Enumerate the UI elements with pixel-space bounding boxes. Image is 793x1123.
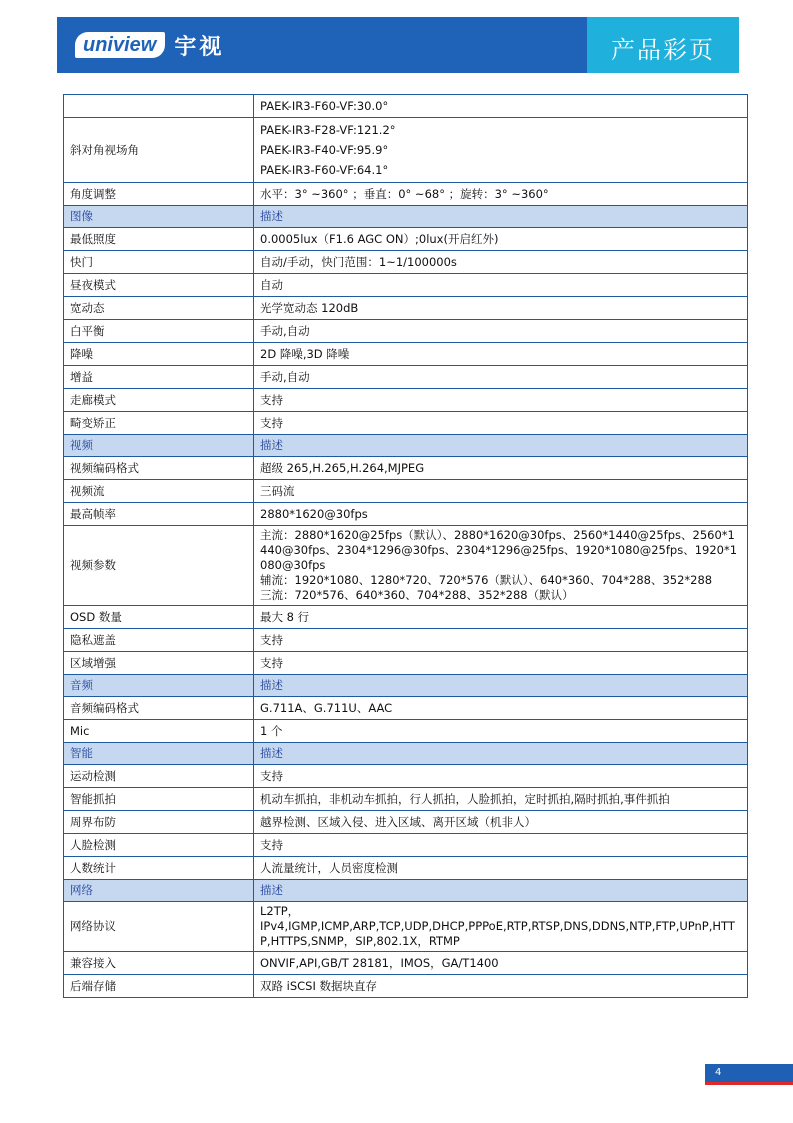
table-row [64, 118, 748, 183]
table-row [64, 952, 748, 975]
spec-label: 宽动态 [64, 297, 254, 320]
table-row [64, 343, 748, 366]
header-title-box [587, 17, 739, 73]
table-row [64, 251, 748, 274]
section-description-header: 描述 [254, 880, 748, 902]
table-row [64, 788, 748, 811]
spec-value [254, 526, 748, 606]
spec-value [254, 697, 748, 720]
spec-value [254, 95, 748, 118]
page-number-underline [705, 1082, 793, 1085]
spec-value-line: PAEK-IR3-F60-VF:30.0° [260, 98, 389, 113]
spec-value [254, 457, 748, 480]
spec-label: 最低照度 [64, 228, 254, 251]
table-row [64, 95, 748, 118]
section-header-row [64, 675, 748, 697]
table-row [64, 902, 748, 952]
table-row [64, 274, 748, 297]
spec-label: 畸变矫正 [64, 412, 254, 435]
table-row [64, 320, 748, 343]
spec-value-line: 最大 8 行 [260, 609, 310, 624]
section-title: 图像 [64, 206, 254, 228]
table-row [64, 526, 748, 606]
spec-value-line: 自动 [260, 277, 283, 292]
brand-logo [75, 30, 224, 60]
spec-label: 运动检测 [64, 765, 254, 788]
table-row [64, 629, 748, 652]
spec-value-line: 支持 [260, 768, 283, 783]
table-row [64, 480, 748, 503]
table-row [64, 366, 748, 389]
table-row [64, 834, 748, 857]
spec-value [254, 297, 748, 320]
table-row [64, 697, 748, 720]
spec-label: 周界布防 [64, 811, 254, 834]
section-title: 音频 [64, 675, 254, 697]
spec-value-line: 人流量统计，人员密度检测 [260, 860, 398, 875]
spec-value-line: G.711A、G.711U、AAC [260, 700, 393, 715]
spec-value-line: 三码流 [260, 483, 295, 498]
spec-value-line: 越界检测、区域入侵、进入区域、离开区域（机非人） [260, 814, 536, 829]
table-row [64, 811, 748, 834]
spec-value [254, 389, 748, 412]
spec-value-line: PAEK-IR3-F40-VF:95.9° [260, 143, 389, 157]
page-header [57, 17, 739, 73]
spec-value-line: 2D 降噪,3D 降噪 [260, 346, 350, 361]
spec-value-line: 0.0005lux（F1.6 AGC ON）;0lux(开启红外) [260, 231, 499, 246]
spec-value-line: 支持 [260, 632, 283, 647]
table-row [64, 457, 748, 480]
header-title: 产品彩页 [611, 36, 715, 64]
spec-label: 区域增强 [64, 652, 254, 675]
spec-label: 后端存储 [64, 975, 254, 998]
table-row [64, 652, 748, 675]
spec-value [254, 366, 748, 389]
spec-label: 视频流 [64, 480, 254, 503]
spec-value-line: 自动/手动，快门范围：1~1/100000s [260, 254, 457, 269]
spec-value [254, 412, 748, 435]
brand-chinese-name: 宇视 [174, 34, 225, 60]
spec-value-line: PAEK-IR3-F28-VF:121.2° [260, 123, 396, 137]
spec-label: Mic [64, 720, 254, 743]
section-description-header: 描述 [254, 743, 748, 765]
spec-value [254, 343, 748, 366]
spec-value-line: 支持 [260, 837, 283, 852]
spec-value [254, 834, 748, 857]
section-description-header: 描述 [254, 435, 748, 457]
spec-label: 兼容接入 [64, 952, 254, 975]
spec-value [254, 606, 748, 629]
spec-label [64, 95, 254, 118]
spec-value-line: 支持 [260, 392, 283, 407]
spec-value-line: 辅流：1920*1080、1280*720、720*576（默认）、640*360、704*288、352*288 [260, 573, 713, 587]
spec-value [254, 629, 748, 652]
section-description-header: 描述 [254, 206, 748, 228]
spec-label: 音频编码格式 [64, 697, 254, 720]
spec-value [254, 902, 748, 952]
spec-value [254, 811, 748, 834]
spec-value [254, 228, 748, 251]
spec-value [254, 251, 748, 274]
table-row [64, 412, 748, 435]
table-row [64, 228, 748, 251]
spec-value-line: PAEK-IR3-F60-VF:64.1° [260, 163, 389, 177]
spec-label: 人脸检测 [64, 834, 254, 857]
spec-label: 斜对角视场角 [64, 118, 254, 183]
spec-value-line: 1 个 [260, 723, 283, 738]
spec-value [254, 765, 748, 788]
spec-label: 隐私遮盖 [64, 629, 254, 652]
spec-table [63, 94, 748, 998]
spec-label: 昼夜模式 [64, 274, 254, 297]
spec-value-line: 光学宽动态 120dB [260, 300, 359, 315]
table-row [64, 606, 748, 629]
spec-value [254, 952, 748, 975]
spec-value-line: 2880*1620@30fps [260, 506, 368, 521]
spec-label: 白平衡 [64, 320, 254, 343]
spec-value-line: 支持 [260, 415, 283, 430]
spec-label: 增益 [64, 366, 254, 389]
spec-label: 角度调整 [64, 183, 254, 206]
table-row [64, 183, 748, 206]
spec-value [254, 320, 748, 343]
spec-value [254, 118, 748, 183]
section-title: 智能 [64, 743, 254, 765]
spec-value [254, 652, 748, 675]
spec-value [254, 788, 748, 811]
spec-value [254, 975, 748, 998]
table-row [64, 765, 748, 788]
spec-label: OSD 数量 [64, 606, 254, 629]
spec-value-line: 双路 iSCSI 数据块直存 [260, 978, 378, 993]
spec-value-line: 手动,自动 [260, 369, 310, 384]
spec-label: 快门 [64, 251, 254, 274]
spec-label: 网络协议 [64, 902, 254, 952]
spec-value [254, 274, 748, 297]
spec-value-line: 手动,自动 [260, 323, 310, 338]
spec-value [254, 503, 748, 526]
uniview-logo-badge: uniview [75, 32, 165, 58]
table-row [64, 857, 748, 880]
section-description-header: 描述 [254, 675, 748, 697]
table-row [64, 975, 748, 998]
spec-label: 最高帧率 [64, 503, 254, 526]
section-header-row [64, 435, 748, 457]
section-header-row [64, 743, 748, 765]
spec-value-line: IPv4,IGMP,ICMP,ARP,TCP,UDP,DHCP,PPPoE,RTP,RTSP,DNS,DDNS,NTP,FTP,UPnP,HTTP,HTTPS,SNMP，SIP,802.1X，RTMP [260, 919, 735, 948]
table-row [64, 389, 748, 412]
spec-label: 降噪 [64, 343, 254, 366]
spec-value-line: 三流：720*576、640*360、704*288、352*288（默认） [260, 588, 574, 602]
table-row [64, 503, 748, 526]
spec-label: 走廊模式 [64, 389, 254, 412]
spec-label: 视频参数 [64, 526, 254, 606]
section-title: 网络 [64, 880, 254, 902]
spec-value-line: L2TP， [260, 904, 300, 918]
spec-value-line: 主流：2880*1620@25fps（默认）、2880*1620@30fps、2560*1440@25fps、2560*1440@30fps、2304*1296@30fps、2304*1296@25fps、1920*1080@25fps、1920*1080@30fps [260, 528, 738, 572]
section-header-row [64, 206, 748, 228]
page-number: 4 [705, 1064, 793, 1082]
section-title: 视频 [64, 435, 254, 457]
spec-value-line: ONVIF,API,GB/T 28181，IMOS，GA/T1400 [260, 955, 499, 970]
section-header-row [64, 880, 748, 902]
spec-value [254, 720, 748, 743]
spec-value [254, 857, 748, 880]
spec-value-line: 支持 [260, 655, 283, 670]
spec-value [254, 480, 748, 503]
table-row [64, 297, 748, 320]
spec-label: 人数统计 [64, 857, 254, 880]
spec-label: 智能抓拍 [64, 788, 254, 811]
spec-value-line: 水平：3° ~360° ；垂直：0° ~68° ；旋转：3° ~360° [260, 186, 549, 201]
table-row [64, 720, 748, 743]
spec-label: 视频编码格式 [64, 457, 254, 480]
spec-value-line: 机动车抓拍，非机动车抓拍，行人抓拍，人脸抓拍，定时抓拍,隔时抓拍,事件抓拍 [260, 791, 670, 806]
spec-value [254, 183, 748, 206]
spec-table-body [64, 95, 748, 998]
spec-value-line: 超级 265,H.265,H.264,MJPEG [260, 460, 425, 475]
